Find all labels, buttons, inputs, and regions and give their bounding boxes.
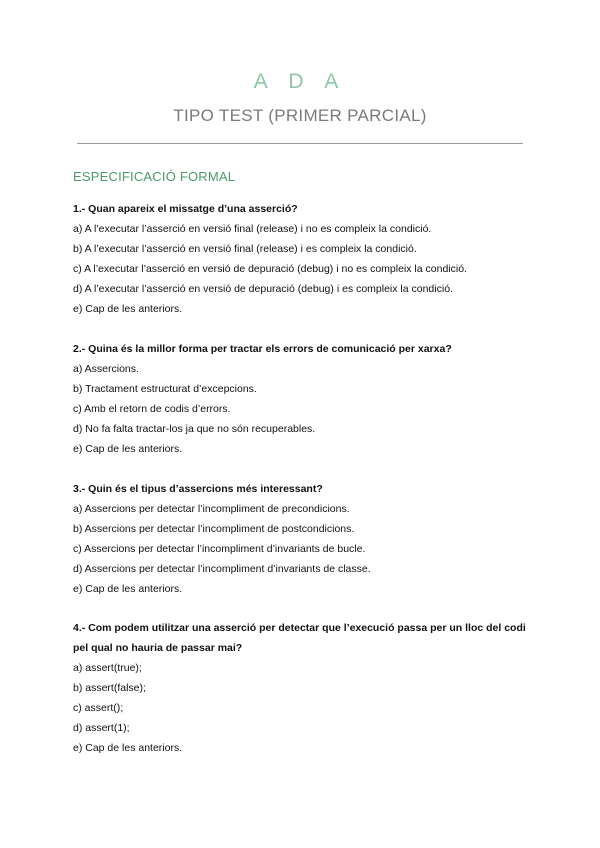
section-heading: ESPECIFICACIÓ FORMAL [73, 169, 236, 184]
option-c: c) Assercions per detectar l’incompliment d’invariants de bucle. [73, 543, 366, 555]
option-b: b) Tractament estructurat d’excepcions. [73, 383, 257, 395]
option-e: e) Cap de les anteriors. [73, 583, 183, 595]
option-a: a) assert(true); [73, 662, 142, 674]
option-d: d) Assercions per detectar l’incompliment d’invariants de classe. [73, 563, 371, 575]
question-text: 1.- Quan apareix el missatge d’una asserció? [73, 203, 298, 215]
option-d: d) No fa falta tractar-los ja que no són recuperables. [73, 423, 316, 435]
question-2 [73, 339, 533, 459]
option-d: d) A l’executar l’asserció en versió de depuració (debug) i es compleix la condició. [73, 283, 453, 295]
option-a: a) Assercions. [73, 363, 139, 375]
option-e: e) Cap de les anteriors. [73, 443, 183, 455]
question-text: 4.- Com podem utilitzar una asserció per detectar que l’execució passa per un lloc del codi pel qual no hauria de passar mai? [73, 622, 526, 654]
option-a: a) Assercions per detectar l’incompliment de precondicions. [73, 503, 350, 515]
document-title: A D A [253, 70, 347, 93]
question-3 [73, 479, 533, 599]
option-b: b) assert(false); [73, 682, 146, 694]
option-d: d) assert(1); [73, 722, 130, 734]
question-1 [73, 199, 533, 319]
document-subtitle: TIPO TEST (PRIMER PARCIAL) [173, 106, 427, 125]
question-text: 2.- Quina és la millor forma per tractar els errors de comunicació per xarxa? [73, 343, 452, 355]
option-e: e) Cap de les anteriors. [73, 742, 183, 754]
option-c: c) A l’executar l’asserció en versió de depuració (debug) i no es compleix la condició. [73, 263, 467, 275]
option-a: a) A l’executar l’asserció en versió final (release) i no es compleix la condició. [73, 223, 432, 235]
option-e: e) Cap de les anteriors. [73, 303, 183, 315]
option-b: b) Assercions per detectar l’incompliment de postcondicions. [73, 523, 355, 535]
option-b: b) A l’executar l’asserció en versió final (release) i es compleix la condició. [73, 243, 417, 255]
question-4 [73, 618, 533, 758]
option-c: c) assert(); [73, 702, 124, 714]
question-text: 3.- Quin és el tipus d’assercions més interessant? [73, 483, 323, 495]
header-divider [77, 143, 523, 144]
option-c: c) Amb el retorn de codis d’errors. [73, 403, 231, 415]
